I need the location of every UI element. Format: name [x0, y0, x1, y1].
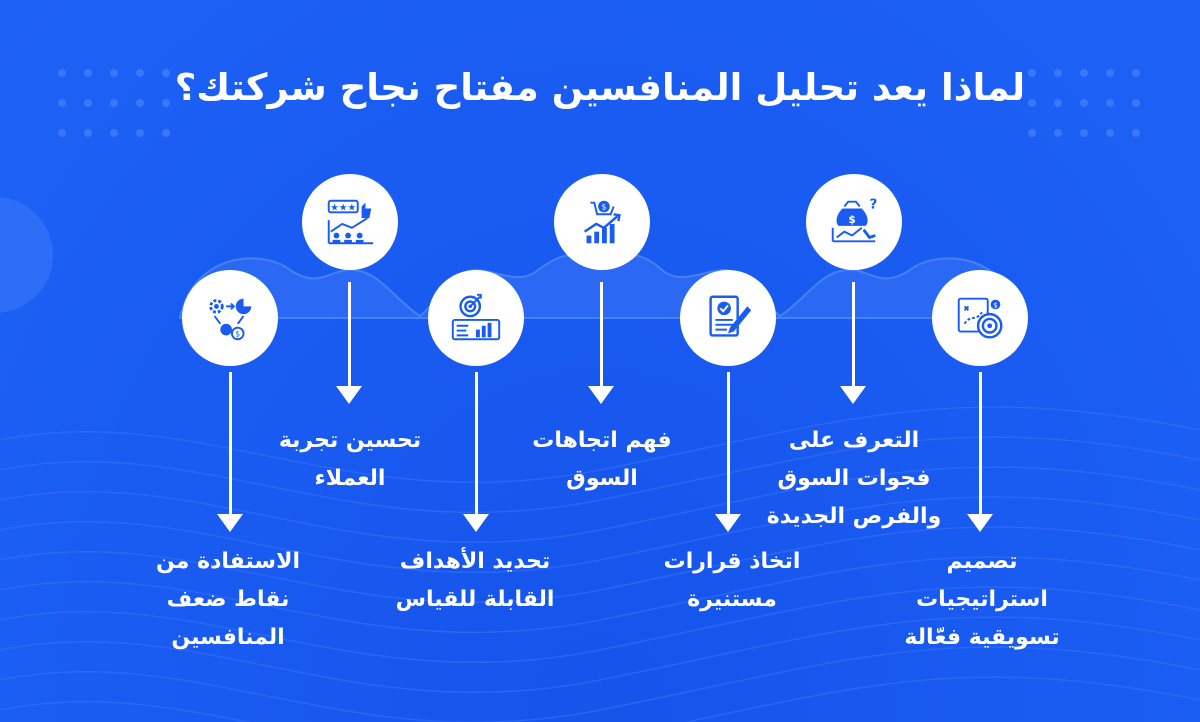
- market-trend-chart-icon: [573, 193, 631, 251]
- step-6-line-2: العملاء: [314, 466, 386, 491]
- money-bag-question-icon: [825, 193, 883, 251]
- step-1-connector: [979, 372, 982, 518]
- step-6-line-1: تحسين تجربة: [278, 428, 422, 453]
- gear-process-icon: [201, 289, 259, 347]
- step-2-line-1: التعرف على: [788, 428, 920, 453]
- step-4-circle: [554, 174, 650, 270]
- step-7-label: [118, 543, 338, 657]
- step-6-arrow: [336, 386, 362, 404]
- step-5-label: [365, 543, 585, 619]
- svg-text:$: $: [848, 212, 856, 226]
- step-4-line-1: فهم اتجاهات: [532, 428, 672, 453]
- step-3-connector: [727, 372, 730, 518]
- step-4-arrow: [588, 386, 614, 404]
- step-7-circle: [182, 270, 278, 366]
- svg-text:★★★: ★★★: [330, 202, 357, 214]
- step-2-circle: [806, 174, 902, 270]
- step-2-label: [744, 422, 964, 536]
- step-6-label: [240, 422, 460, 498]
- step-7-line-3: المنافسين: [171, 625, 285, 650]
- step-1-line-3: تسويقية فعّالة: [904, 625, 1060, 650]
- step-4-label: [492, 422, 712, 498]
- svg-text:$: $: [235, 329, 241, 339]
- step-1-circle: [932, 270, 1028, 366]
- step-2-arrow: [840, 386, 866, 404]
- step-5-arrow: [463, 514, 489, 532]
- step-2-line-3: والفرص الجديدة: [766, 504, 942, 529]
- step-3-label: [622, 543, 842, 619]
- step-5-line-2: القابلة للقياس: [395, 587, 555, 612]
- svg-text:?: ?: [869, 196, 878, 213]
- step-7-line-2: نقاط ضعف: [166, 587, 290, 612]
- step-3-line-1: اتخاذ قرارات: [663, 549, 801, 574]
- customer-rating-icon: [321, 193, 379, 251]
- document-pen-icon: [699, 289, 757, 347]
- decor-half-circle: [0, 197, 53, 313]
- step-6-circle: [302, 174, 398, 270]
- step-3-arrow: [715, 514, 741, 532]
- target-report-icon: [447, 289, 505, 347]
- target-strategy-icon: [951, 289, 1009, 347]
- step-6-connector: [348, 282, 351, 386]
- step-2-line-2: فجوات السوق: [777, 466, 931, 491]
- step-4-line-2: السوق: [566, 466, 638, 491]
- step-5-connector: [475, 372, 478, 518]
- step-1-line-1: تصميم: [946, 549, 1018, 574]
- svg-text:$: $: [601, 202, 607, 212]
- page-title: لماذا يعد تحليل المنافسين مفتاح نجاح شركتك؟: [174, 66, 1026, 109]
- step-3-circle: [680, 270, 776, 366]
- svg-text:$: $: [993, 301, 998, 310]
- step-1-line-2: استراتيجيات: [916, 587, 1048, 612]
- step-2-connector: [852, 282, 855, 386]
- step-7-arrow: [217, 514, 243, 532]
- step-1-label: [872, 543, 1092, 657]
- step-7-connector: [229, 372, 232, 518]
- step-4-connector: [600, 282, 603, 386]
- step-7-line-1: الاستفادة من: [156, 549, 300, 574]
- step-1-arrow: [967, 514, 993, 532]
- step-3-line-2: مستنيرة: [687, 587, 777, 612]
- step-5-line-1: تحديد الأهداف: [399, 549, 551, 574]
- step-5-circle: [428, 270, 524, 366]
